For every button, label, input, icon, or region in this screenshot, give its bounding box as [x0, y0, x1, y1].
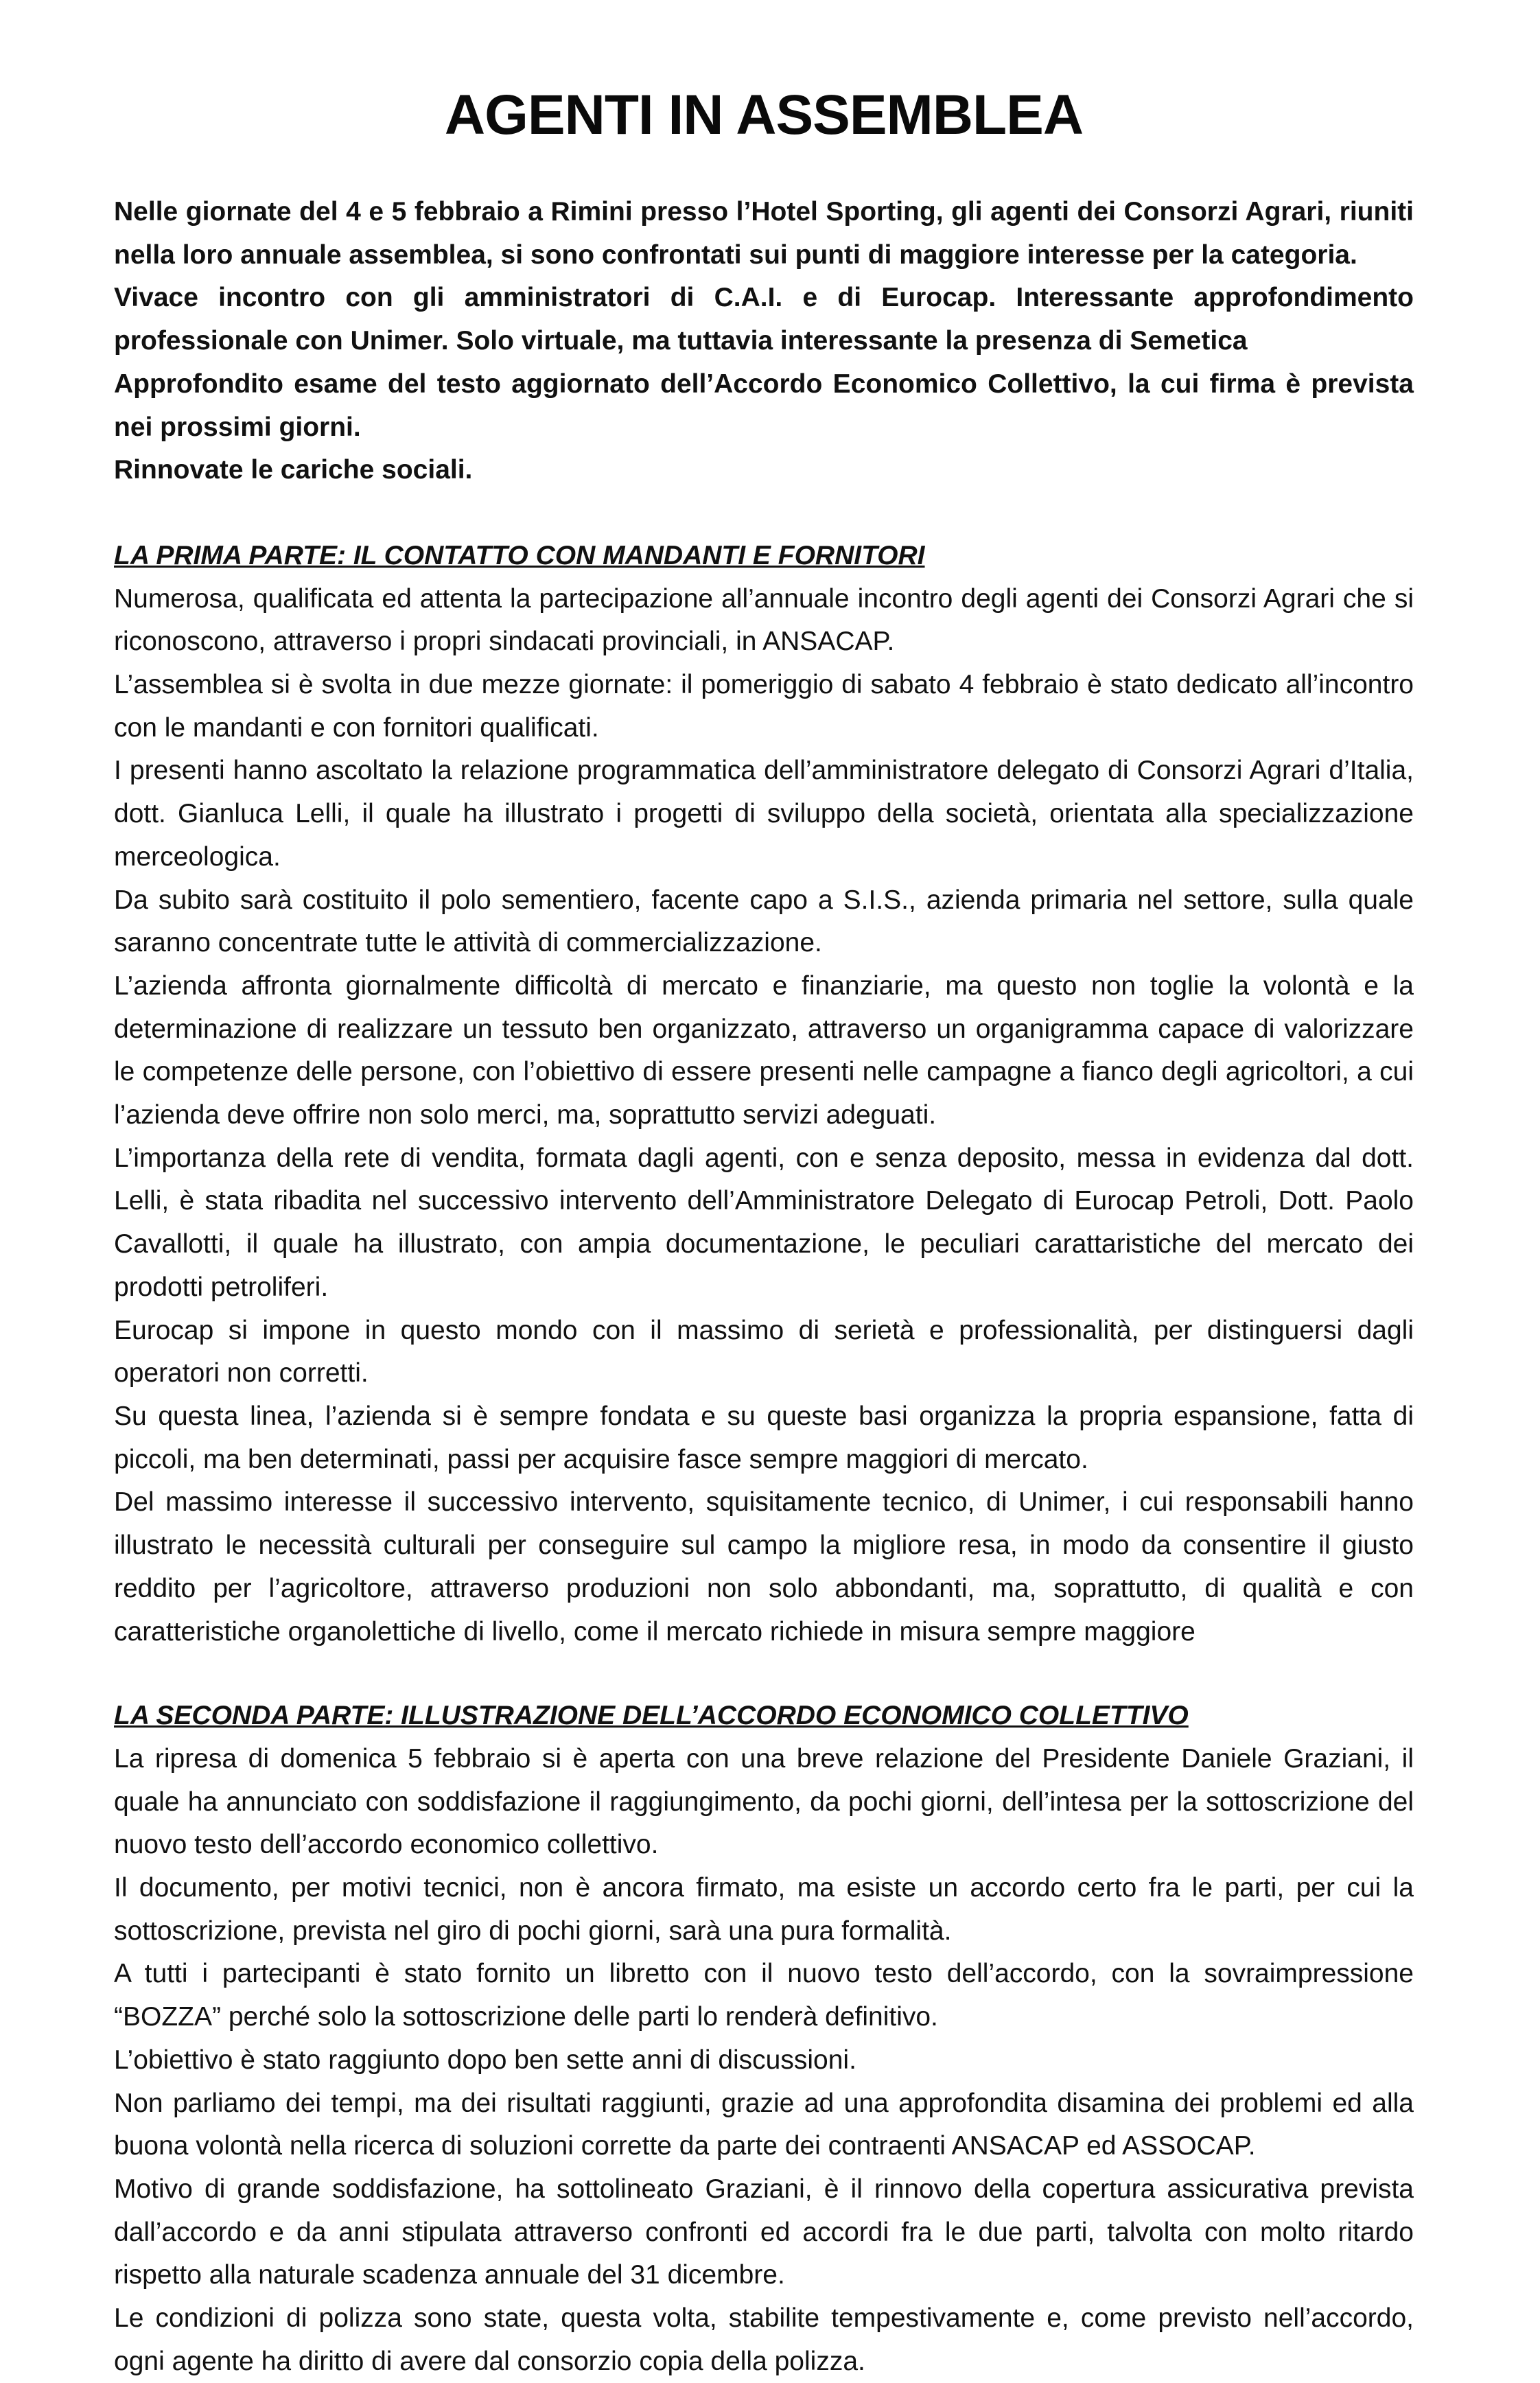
section-second-part: [114, 1695, 1414, 2383]
intro-paragraph: Vivace incontro con gli amministratori di C.A.I. e di Eurocap. Interessante approfondimento professionale con Unimer. Solo virtuale, ma tuttavia interessante la presenza di Semetica: [114, 283, 1414, 356]
body-paragraph: L’obiettivo è stato raggiunto dopo ben sette anni di discussioni.: [114, 2045, 856, 2075]
document-page: [114, 0, 1414, 2383]
section-heading: LA PRIMA PARTE: IL CONTATTO CON MANDANTI E FORNITORI: [114, 540, 925, 570]
body-paragraph: La ripresa di domenica 5 febbraio si è aperta con una breve relazione del Presidente Daniele Graziani, il quale ha annunciato con soddisfazione il raggiungimento, da pochi giorni, dell’intesa per la sottoscrizione del nuovo testo dell’accordo economico collettivo.: [114, 1743, 1414, 1860]
body-paragraph: L’importanza della rete di vendita, formata dagli agenti, con e senza deposito, messa in evidenza dal dott. Lelli, è stata ribadita nel successivo intervento dell’Amministratore Delegato di Eurocap Petroli, Dott. Paolo Cavallotti, il quale ha illustrato, con ampia documentazione, le peculiari carattaristiche del mercato dei prodotti petroliferi.: [114, 1143, 1414, 1302]
body-paragraph: Le condizioni di polizza sono state, questa volta, stabilite tempestivamente e, come previsto nell’accordo, ogni agente ha diritto di avere dal consorzio copia della polizza.: [114, 2303, 1414, 2376]
body-paragraph: Non parliamo dei tempi, ma dei risultati raggiunti, grazie ad una approfondita disamina dei problemi ed alla buona volontà nella ricerca di soluzioni corrette da parte dei contraenti ANSACAP ed ASSOCAP.: [114, 2088, 1414, 2161]
intro-paragraph: Approfondito esame del testo aggiornato dell’Accordo Economico Collettivo, la cui firma è prevista nei prossimi giorni.: [114, 369, 1414, 442]
body-paragraph: Eurocap si impone in questo mondo con il massimo di serietà e professionalità, per distinguersi dagli operatori non corretti.: [114, 1315, 1414, 1388]
body-paragraph: Il documento, per motivi tecnici, non è ancora firmato, ma esiste un accordo certo fra le parti, per cui la sottoscrizione, prevista nel giro di pochi giorni, sarà una pura formalità.: [114, 1873, 1414, 1946]
body-paragraph: Del massimo interesse il successivo intervento, squisitamente tecnico, di Unimer, i cui responsabili hanno illustrato le necessità culturali per conseguire sul campo la migliore resa, in modo da consentire il giusto reddito per l’agricoltore, attraverso produzioni non solo abbondanti, ma, soprattutto, di qualità e con caratteristiche organolettiche di livello, come il mercato richiede in misura sempre maggiore: [114, 1487, 1414, 1647]
body-paragraph: A tutti i partecipanti è stato fornito un libretto con il nuovo testo dell’accordo, con la sovraimpressione “BOZZA” perché solo la sottoscrizione delle parti lo renderà definitivo.: [114, 1959, 1414, 2032]
document-title: AGENTI IN ASSEMBLEA: [444, 84, 1084, 146]
body-paragraph: Su questa linea, l’azienda si è sempre fondata e su queste basi organizza la propria espansione, fatta di piccoli, ma ben determinati, passi per acquisire fasce sempre maggiori di mercato.: [114, 1401, 1414, 1474]
body-paragraph: Da subito sarà costituito il polo sementiero, facente capo a S.I.S., azienda primaria nel settore, sulla quale saranno concentrate tutte le attività di commercializzazione.: [114, 885, 1414, 958]
body-paragraph: I presenti hanno ascoltato la relazione programmatica dell’amministratore delegato di Consorzi Agrari d’Italia, dott. Gianluca Lelli, il quale ha illustrato i progetti di sviluppo della società, orientata alla specializzazione merceologica.: [114, 756, 1414, 872]
body-paragraph: L’azienda affronta giornalmente difficoltà di mercato e finanziarie, ma questo non toglie la volontà e la determinazione di realizzare un tessuto ben organizzato, attraverso un organigramma capace di valorizzare le competenze delle persone, con l’obiettivo di essere presenti nelle campagne a fianco degli agricoltori, a cui l’azienda deve offrire non solo merci, ma, soprattutto servizi adeguati.: [114, 970, 1414, 1130]
body-paragraph: Numerosa, qualificata ed attenta la partecipazione all’annuale incontro degli agenti dei Consorzi Agrari che si riconoscono, attraverso i propri sindacati provinciali, in ANSACAP.: [114, 583, 1414, 657]
intro-paragraph: Nelle giornate del 4 e 5 febbraio a Rimini presso l’Hotel Sporting, gli agenti dei Consorzi Agrari, riuniti nella loro annuale assemblea, si sono confrontati sui punti di maggiore interesse per la categoria.: [114, 197, 1414, 270]
section-heading: LA SECONDA PARTE: ILLUSTRAZIONE DELL’ACCORDO ECONOMICO COLLETTIVO: [114, 1701, 1189, 1731]
body-paragraph: Motivo di grande soddisfazione, ha sottolineato Graziani, è il rinnovo della copertura assicurativa prevista dall’accordo e da anni stipulata attraverso confronti ed accordi fra le due parti, talvolta con molto ritardo rispetto alla naturale scadenza annuale del 31 dicembre.: [114, 2174, 1414, 2290]
intro-block: [114, 191, 1414, 492]
intro-paragraph: Rinnovate le cariche sociali.: [114, 455, 473, 485]
section-first-part: [114, 535, 1414, 1653]
body-paragraph: L’assemblea si è svolta in due mezze giornate: il pomeriggio di sabato 4 febbraio è stato dedicato all’incontro con le mandanti e con fornitori qualificati.: [114, 670, 1414, 743]
